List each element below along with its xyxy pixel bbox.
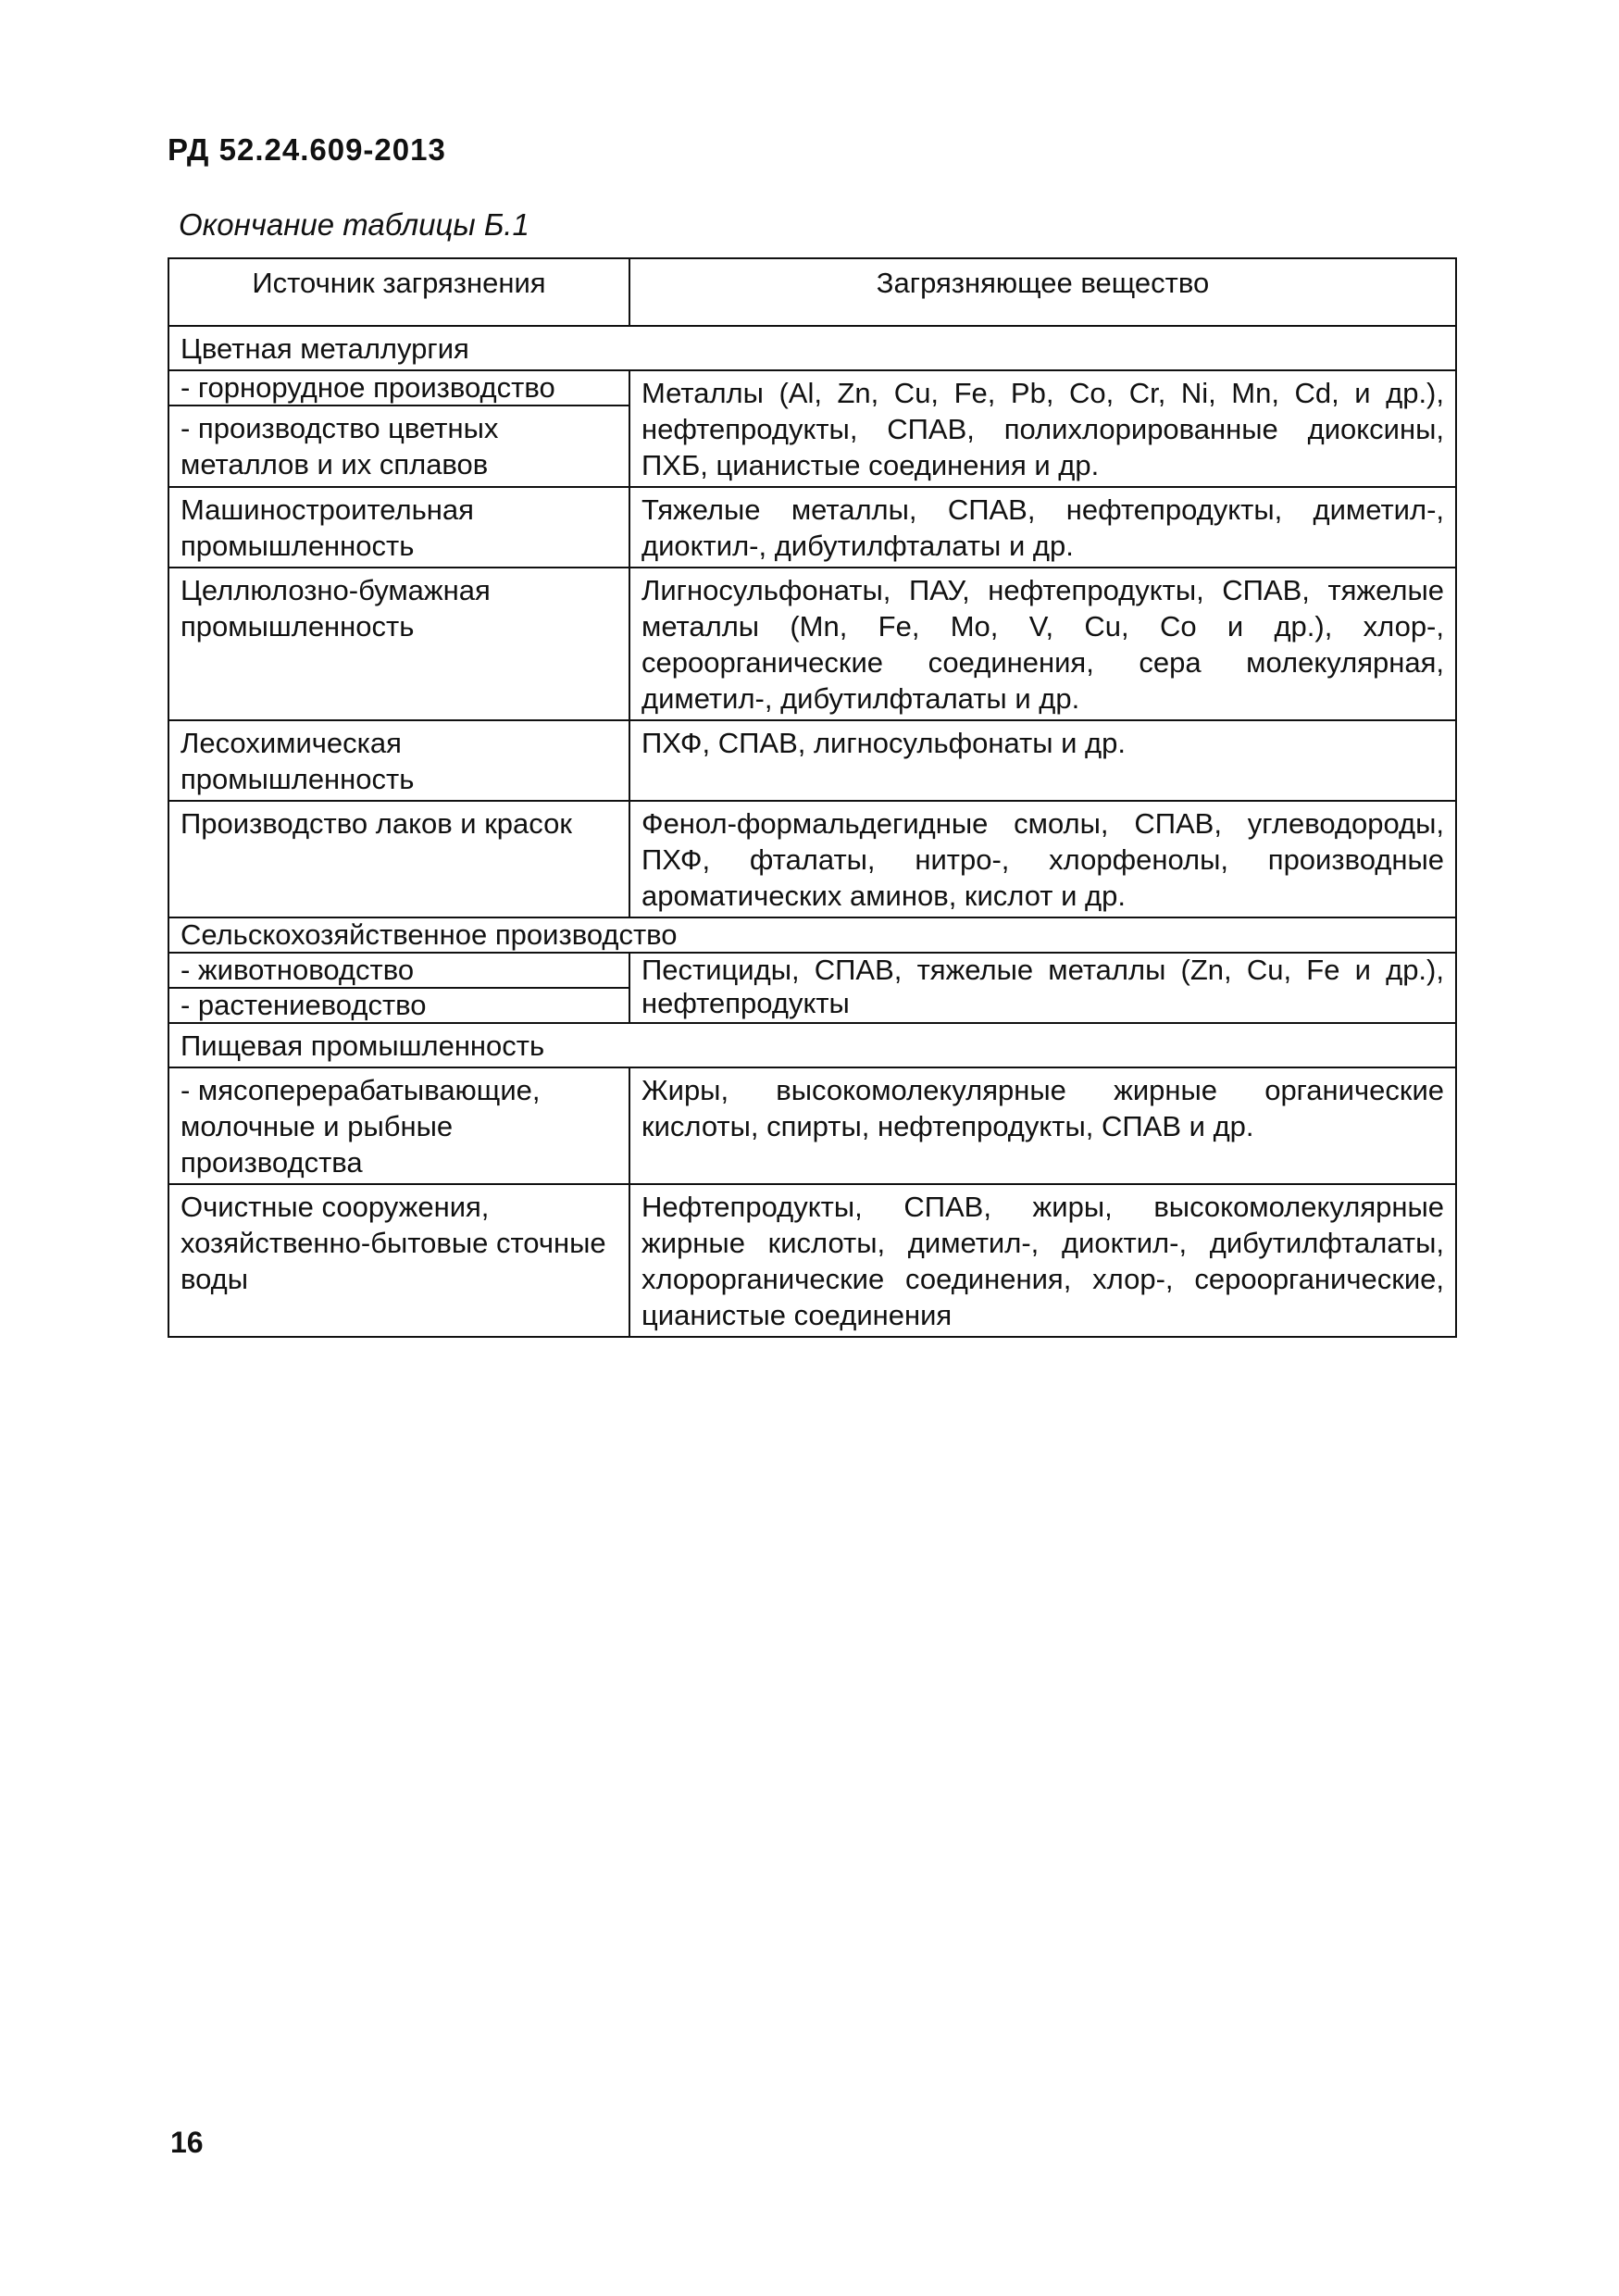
section-row: [168, 917, 1456, 953]
source-cell: - растениеводство: [168, 988, 629, 1023]
document-code: РД 52.24.609-2013: [168, 132, 446, 167]
section-label: Пищевая промышленность: [168, 1023, 1456, 1067]
pollutant-cell: Пестициды, СПАВ, тяжелые металлы (Zn, Cu, Fe и др.), нефтепродукты: [629, 953, 1456, 1023]
source-cell: Производство лаков и красок: [168, 801, 629, 917]
source-cell: - мясоперерабатывающие, молочные и рыбные производства: [168, 1067, 629, 1184]
table-header-row: [168, 258, 1456, 326]
pollution-sources-table: [168, 257, 1457, 1338]
source-cell: Очистные сооружения, хозяйственно-бытовые сточные воды: [168, 1184, 629, 1337]
section-row: [168, 1023, 1456, 1067]
section-label: Цветная металлургия: [168, 326, 1456, 370]
table-row: [168, 801, 1456, 917]
column-header-source: Источник загрязнения: [168, 258, 629, 326]
table-row: [168, 953, 1456, 988]
page-number: 16: [170, 2126, 204, 2159]
source-cell: - производство цветных металлов и их сплавов: [168, 406, 629, 487]
column-header-pollutant: Загрязняющее вещество: [629, 258, 1456, 326]
pollutant-cell: Фенол-формальдегидные смолы, СПАВ, углеводороды, ПХФ, фталаты, нитро-, хлорфенолы, производные ароматических аминов, кислот и др.: [629, 801, 1456, 917]
pollutant-cell: Жиры, высокомолекулярные жирные органические кислоты, спирты, нефтепродукты, СПАВ и др.: [629, 1067, 1456, 1184]
table-row: [168, 487, 1456, 568]
source-cell: - животноводство: [168, 953, 629, 988]
pollutant-cell: Металлы (Al, Zn, Cu, Fe, Pb, Co, Cr, Ni, Mn, Cd, и др.), нефтепродукты, СПАВ, полихлорированные диоксины, ПХБ, цианистые соединения и др.: [629, 370, 1456, 487]
table-row: [168, 1184, 1456, 1337]
pollutant-cell: Нефтепродукты, СПАВ, жиры, высокомолекулярные жирные кислоты, диметил-, диоктил-, дибутилфталаты, хлорорганические соединения, хлор-, сероорганические, цианистые соединения: [629, 1184, 1456, 1337]
table-caption: Окончание таблицы Б.1: [179, 207, 529, 242]
table-row: [168, 1067, 1456, 1184]
table-row: [168, 720, 1456, 801]
source-cell: Машиностроительная промышленность: [168, 487, 629, 568]
source-cell: Целлюлозно-бумажная промышленность: [168, 568, 629, 720]
pollutant-cell: Тяжелые металлы, СПАВ, нефтепродукты, диметил-, диоктил-, дибутилфталаты и др.: [629, 487, 1456, 568]
source-cell: - горнорудное производство: [168, 370, 629, 406]
table-row: [168, 568, 1456, 720]
source-cell: Лесохимическая промышленность: [168, 720, 629, 801]
table-row: [168, 370, 1456, 406]
section-label: Сельскохозяйственное производство: [168, 917, 1456, 953]
pollutant-cell: ПХФ, СПАВ, лигносульфонаты и др.: [629, 720, 1456, 801]
section-row: [168, 326, 1456, 370]
pollutant-cell: Лигносульфонаты, ПАУ, нефтепродукты, СПАВ, тяжелые металлы (Mn, Fe, Mo, V, Cu, Co и др.), хлор-, сероорганические соединения, сера молекулярная, диметил-, дибутилфталаты и др.: [629, 568, 1456, 720]
